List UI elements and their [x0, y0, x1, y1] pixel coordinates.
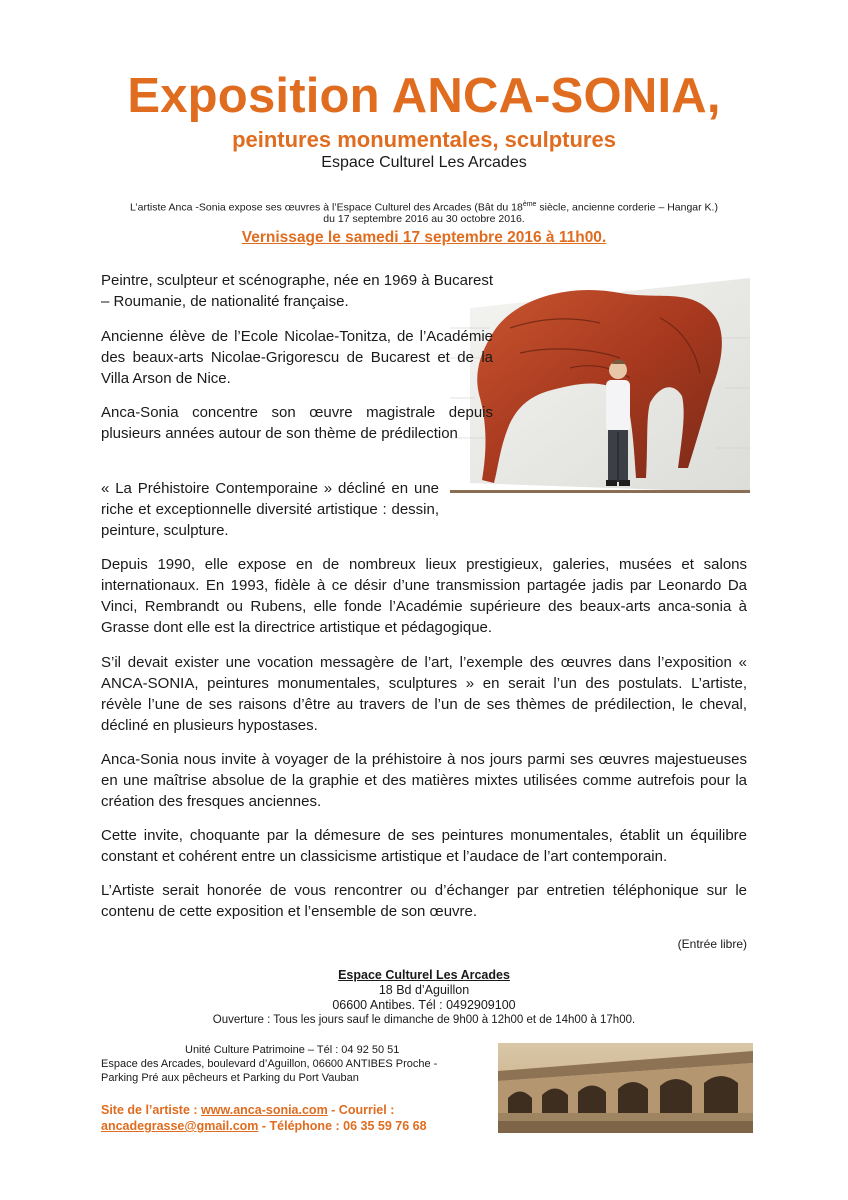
address-city-tel: 06600 Antibes. Tél : 0492909100: [332, 998, 516, 1012]
vernissage-notice: Vernissage le samedi 17 septembre 2016 à 11h00.: [241, 229, 607, 246]
footer-contact-line-2: [101, 1117, 427, 1135]
paragraph-7: Anca-Sonia nous invite à voyager de la préhistoire à nos jours parmi ses œuvres majestueuses en une maîtrise absolue de la graphie et des matières mixtes utilisées comme autrefois pour la création des fresques anciennes.: [101, 751, 747, 810]
intro-text-a: L’artiste Anca -Sonia expose ses œuvres à l’Espace Culturel des Arcades (Bât du 18: [130, 201, 523, 214]
horse-painting-image: [450, 268, 750, 508]
opening-hours: Ouverture : Tous les jours sauf le dimanche de 9h00 à 12h00 et de 14h00 à 17h00.: [212, 1014, 636, 1026]
page-title: Exposition ANCA-SONIA,: [127, 69, 721, 123]
email-link[interactable]: ancadegrasse@gmail.com: [101, 1119, 259, 1133]
artist-site-link[interactable]: www.anca-sonia.com: [201, 1103, 328, 1117]
address-name: Espace Culturel Les Arcades: [338, 968, 510, 982]
page-subtitle: peintures monumentales, sculptures: [232, 127, 616, 152]
footer-unit: Unité Culture Patrimoine – Tél : 04 92 50 51: [185, 1044, 400, 1056]
intro-superscript: ème: [522, 201, 537, 208]
paragraph-6: S’il devait exister une vocation messagère de l’art, l’exemple des œuvres dans l’exposition « ANCA-SONIA, peintures monumentales, sculptures » en serait l’un des postulats. L’artiste, révèle l’une de ses raisons d’être au travers de l’un de ses thèmes de prédilection, le cheval, décliné en plusieurs hypostases.: [101, 654, 747, 734]
paragraph-9: L’Artiste serait honorée de vous rencontrer ou d’échanger par entretien téléphonique sur le contenu de cette exposition et l’ensemble de son œuvre.: [101, 882, 747, 920]
footer-address-2: Parking Pré aux pêcheurs et Parking du Port Vauban: [101, 1072, 359, 1084]
venue-heading: Espace Culturel Les Arcades: [321, 154, 527, 171]
site-label: Site de l’artiste :: [101, 1103, 202, 1117]
footer-address-1: Espace des Arcades, boulevard d’Aguillon, 06600 ANTIBES Proche -: [101, 1058, 438, 1070]
intro-dates: du 17 septembre 2016 au 30 octobre 2016.: [323, 213, 525, 225]
paragraph-3: Anca-Sonia concentre son œuvre magistrale depuis plusieurs années autour de son thème de prédilection: [101, 404, 493, 442]
arcades-photo: [498, 1043, 753, 1133]
artwork-photo: [450, 268, 750, 508]
arcades-building-image: [498, 1043, 753, 1133]
mail-label: Courriel :: [338, 1103, 395, 1117]
paragraph-4: « La Préhistoire Contemporaine » décliné en une riche et exceptionnelle diversité artistique : dessin, peinture, sculpture.: [101, 480, 439, 539]
paragraph-5: Depuis 1990, elle expose en de nombreux lieux prestigieux, galeries, musées et salons internationaux. En 1993, fidèle à ce désir d’une transmission partagée jadis par Leonardo Da Vinci, Rembrandt ou Rubens, elle fonde l’Académie supérieure des beaux-arts anca-sonia à Grasse dont elle est la directrice artistique et pédagogique.: [101, 556, 747, 636]
paragraph-1: Peintre, sculpteur et scénographe, née en 1969 à Bucarest – Roumanie, de nationalité française.: [101, 272, 493, 310]
separator: -: [327, 1103, 339, 1117]
paragraph-2: Ancienne élève de l’Ecole Nicolae-Tonitza, de l’Académie des beaux-arts Nicolae-Grigorescu de Bucarest et de la Villa Arson de Nice.: [101, 328, 493, 387]
intro-text-b: siècle, ancienne corderie – Hangar K.): [536, 201, 718, 214]
phone-text: Téléphone : 06 35 59 76 68: [269, 1119, 427, 1133]
address-street: 18 Bd d’Aguillon: [378, 983, 470, 997]
entree-libre: (Entrée libre): [677, 937, 747, 951]
separator: -: [258, 1119, 270, 1133]
paragraph-8: Cette invite, choquante par la démesure de ses peintures monumentales, établit un équilibre constant et cohérent entre un classicisme artistique et l’audace de l’art contemporain.: [101, 827, 747, 865]
